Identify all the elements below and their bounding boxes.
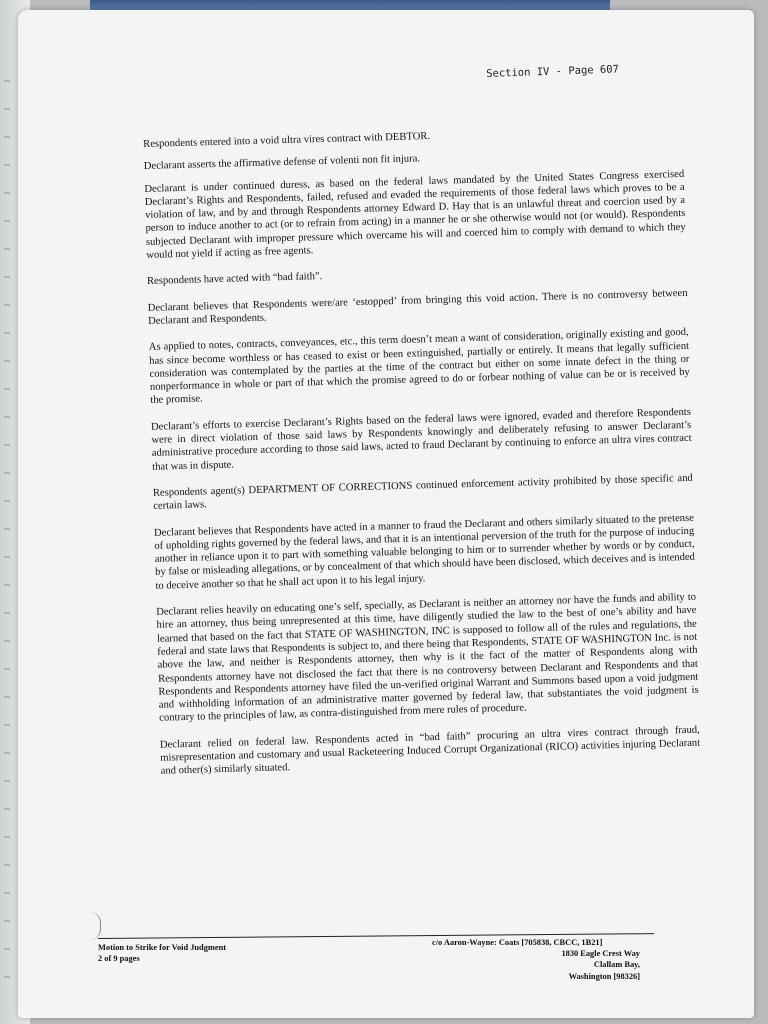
paragraph-8: Respondents agent(s) DEPARTMENT OF CORRECTIONS continued enforcement activity prohibited by those specific and certain laws. xyxy=(152,472,693,513)
paragraph-6: As applied to notes, contracts, conveyances, etc., this term doesn’t mean a want of consideration, originally existing and good, has since become worthless or has ceased to exist or been extinguished, partially or entirely. It means that legally sufficient consideration was contemplated by the parties at the time of the contract but either on some innate defect in the thing or nonperformance in whole or part of that which the promise agreed to do or forbear nothing of value can be or is received by the promise. xyxy=(148,327,690,407)
paragraph-7: Declarant’s efforts to exercise Declarant’s Rights based on the federal laws were ignored, evaded and therefore Respondents were in direct violation of those said laws by Respondents knowingly and deliberately refusing to answer Declarant’s administrative procedure according to those said laws, acted to fraud Declarant by continuing to enforce an ultra vires contract that was in dispute. xyxy=(150,406,692,473)
binding-marks xyxy=(4,80,10,980)
section-page-header: Section IV - Page 607 xyxy=(486,63,620,80)
footer-page-count: 2 of 9 pages xyxy=(98,953,140,963)
footer-address-line-3: Clallam Bay, xyxy=(593,960,640,970)
paragraph-1: Respondents entered into a void ultra vires contract with DEBTOR. xyxy=(143,130,431,150)
footer-title: Motion to Strike for Void Judgment xyxy=(98,943,227,952)
paragraph-9: Declarant believes that Respondents have acted in a manner to fraud the Declarant and others similarly situated to the pretense of upholding rights governed by the federal laws, and that it is an intentional perversion of the truth for the purpose of inducing another in reliance upon it to part with something valuable belonging to him or to surrender whether by words or by conduct, by false or misleading allegations, or by concealment of that which should have been disclosed, which deceives and is intended to deceive another so that he shall act upon it to his legal injury. xyxy=(153,512,696,592)
paragraph-10: Declarant relies heavily on educating one’s self, specially, as Declarant is neither an attorney nor have the funds and ability to hire an attorney, thus being unrepresented at this time, have diligently studied the law to the best of one’s ability and have learned that based on the fact that STATE OF WASHINGTON, INC is supposed to follow all of the rules and regulations, the federal and state laws that Respondents is subject to, and there being that Respondents, STATE OF WASHINGTON Inc. is not above the law, and neither is Respondents attorney, then why is it the fact of the matter of Respondents along with Respondents attorney have not disclosed the fact that there is no controversy between Declarant and Respondents and that Respondents and Respondents attorney have filed the un-verified original Warrant and Summons based upon a void judgment and withholding information of an administrative matter governed by federal law, that substantiates the void judgment is contrary to the principles of law, as contra-distinguished from mere rules of procedure. xyxy=(156,591,699,725)
footer-address-line-1: c/o Aaron-Wayne: Coats [705838, CBCC, 1B21] xyxy=(432,938,603,947)
footer-address-line-2: 1830 Eagle Crest Way xyxy=(561,949,640,959)
footer-document-info xyxy=(98,943,226,964)
footer-address xyxy=(432,937,640,982)
paragraph-3: Declarant is under continued duress, as based on the federal laws mandated by the United States Congress exercised Declarant’s Rights and Respondents, failed, refused and evaded the requirements of those federal laws which proves to be a violation of law, and by and through Respondents attorney Edward D. Hay that is an unlawful threat and coercion used by a person to induce another to act (or to refrain from acting) in a manner he or she otherwise would not (or would). Respondents subjected Declarant with improper pressure which overcame his will and coerced him to comply with demand to which they would not yield if acting as free agents. xyxy=(144,168,686,262)
paragraph-5: Declarant believes that Respondents were/are ‘estopped’ from bringing this void action. There is no controversy between Declarant and Respondents. xyxy=(147,287,688,327)
paragraph-11: Declarant relied on federal law. Respondents acted in “bad faith” procuring an ultra vires contract through fraud, misrepresentation and customary and usual Racketeering Induced Corrupt Organizational (RICO) activities injuring Declarant and other(s) similarly situated. xyxy=(159,724,701,778)
paragraph-4: Respondents have acted with “bad faith”. xyxy=(146,271,323,288)
paragraph-2: Declarant asserts the affirmative defense of volenti non fit injura. xyxy=(143,153,421,173)
document-body xyxy=(143,123,701,791)
footer-address-line-4: Washington [98326] xyxy=(568,971,640,981)
